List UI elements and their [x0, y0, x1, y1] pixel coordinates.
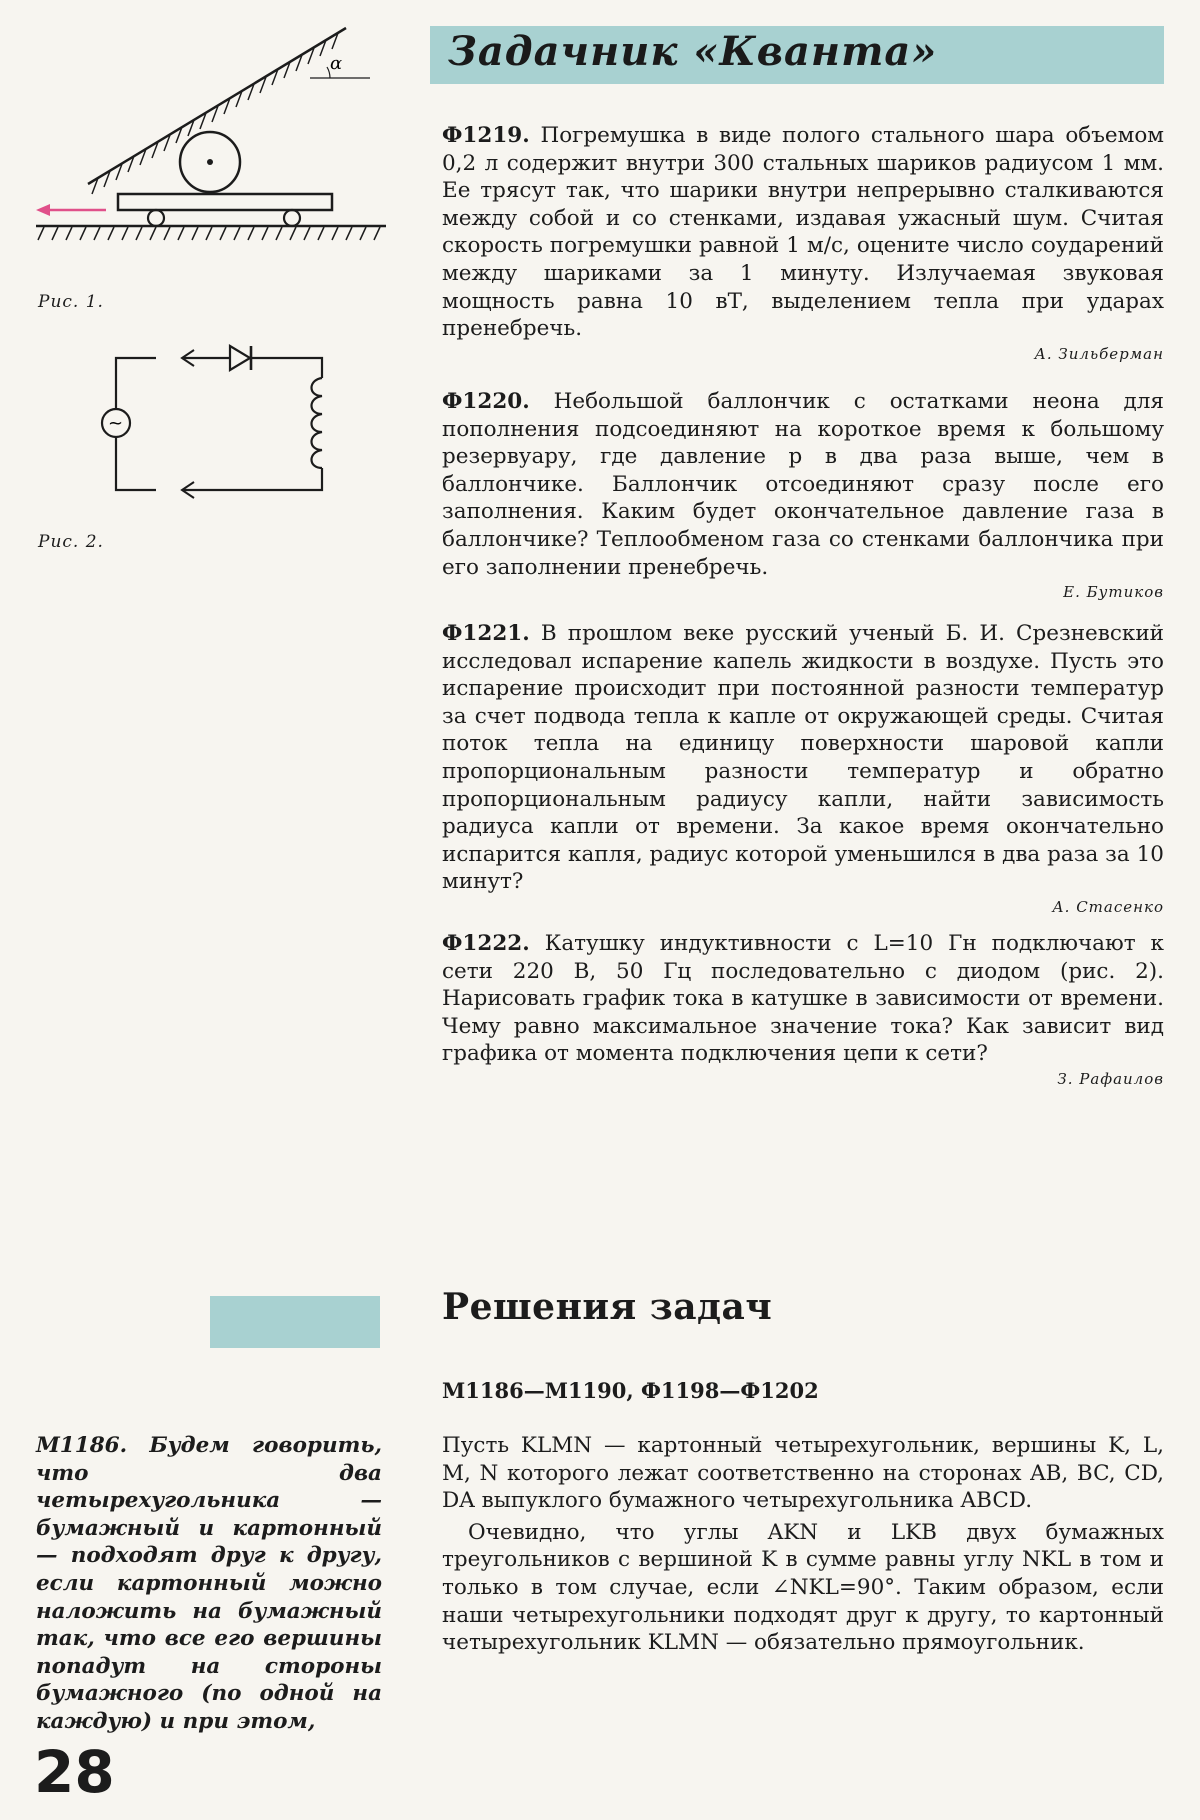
- header-banner: [430, 26, 1164, 84]
- banner-title: Задачник «Кванта»: [448, 28, 938, 75]
- angle-label: α: [330, 53, 343, 74]
- problem-text: Небольшой баллончик с остатками неона для пополнения подсоединяют на короткое время к большому резервуару, где давление p в два раза выше, чем в баллончике. Баллончик отсоединяют сразу после его заполнения. Каким будет окончательное давление газа в баллончике? Теплообменом газа со стенками баллончика при его заполнении пренебречь.: [442, 389, 1164, 580]
- problem-text: Катушку индуктивности с L=10 Гн подключают к сети 220 В, 50 Гц последовательно с диодом (рис. 2). Нарисовать график тока в катушке в зависимости от времени. Чему равно максимальное значение тока? Как зависит вид графика от момента подключения цепи к сети?: [442, 931, 1164, 1067]
- problem-f1222: [442, 930, 1164, 1088]
- problem-author: Е. Бутиков: [1063, 583, 1164, 602]
- problem-text: В прошлом веке русский ученый Б. И. Срезневский исследовал испарение капель жидкости в воздухе. Пусть это испарение происходит при постоянной разности температур за счет подвода тепла к капле от окружающей среды. Считая поток тепла на единицу поверхности шаровой капли пропорциональным разности температур и обратно пропорциональным радиусу капли, найти зависимость радиуса капли от времени. За какое время окончательно испарится капля, радиус которой уменьшился в два раза за 10 минут?: [442, 621, 1164, 895]
- problem-f1220: [442, 388, 1164, 601]
- problem-f1219: [442, 122, 1164, 363]
- problem-author: А. Стасенко: [1052, 897, 1164, 916]
- section-title: Решения задач: [442, 1286, 773, 1328]
- figure-1-caption: Рис. 1.: [38, 292, 104, 312]
- figure-1: [30, 14, 390, 254]
- problem-id: Ф1221.: [442, 621, 530, 646]
- ac-source-symbol: ~: [108, 413, 124, 434]
- solution-text: [442, 1432, 1164, 1657]
- figure-2: [100, 338, 340, 504]
- problem-author: А. Зильберман: [1034, 344, 1164, 363]
- figure-2-caption: Рис. 2.: [38, 532, 104, 552]
- section-accent-block: [210, 1296, 380, 1348]
- solution-paragraph-2: Очевидно, что углы AKN и LKB двух бумажных треугольников с вершиной K в сумме равны углу NKL в том и только в том случае, если ∠NKL=90°. Таким образом, если наши четырехугольники подходят друг к другу, то картонный четырехугольник KLMN — обязательно прямоугольник.: [442, 1519, 1164, 1656]
- page-number: 28: [34, 1738, 115, 1806]
- problem-f1221: [442, 620, 1164, 916]
- problem-text: Погремушка в виде полого стального шара объемом 0,2 л содержит внутри 300 стальных шариков радиусом 1 мм. Ее трясут так, что шарики внутри непрерывно сталкиваются между собой и со стенками, издавая ужасный шум. Считая скорость погремушки равной 1 м/с, оцените число соударений между шариками за 1 минуту. Излучаемая звуковая мощность равна 10 вТ, выделением тепла при ударах пренебречь.: [442, 123, 1164, 342]
- problem-id: Ф1222.: [442, 931, 530, 956]
- margin-note: М1186. Будем говорить, что два четырехугольника — бумажный и картонный — подходят друг к другу, если картонный можно наложить на бумажный так, что все его вершины попадут на стороны бумажного (по одной на каждую) и при этом,: [36, 1433, 382, 1734]
- problem-id: Ф1220.: [442, 389, 530, 414]
- solution-paragraph-1: Пусть KLMN — картонный четырехугольник, вершины K, L, M, N которого лежат соответственно на сторонах AB, BC, CD, DA выпуклого бумажного четырехугольника ABCD.: [442, 1433, 1164, 1514]
- problem-id: Ф1219.: [442, 123, 530, 148]
- problem-author: З. Рафаилов: [1057, 1069, 1164, 1088]
- solutions-subheading: М1186—М1190, Ф1198—Ф1202: [442, 1378, 819, 1403]
